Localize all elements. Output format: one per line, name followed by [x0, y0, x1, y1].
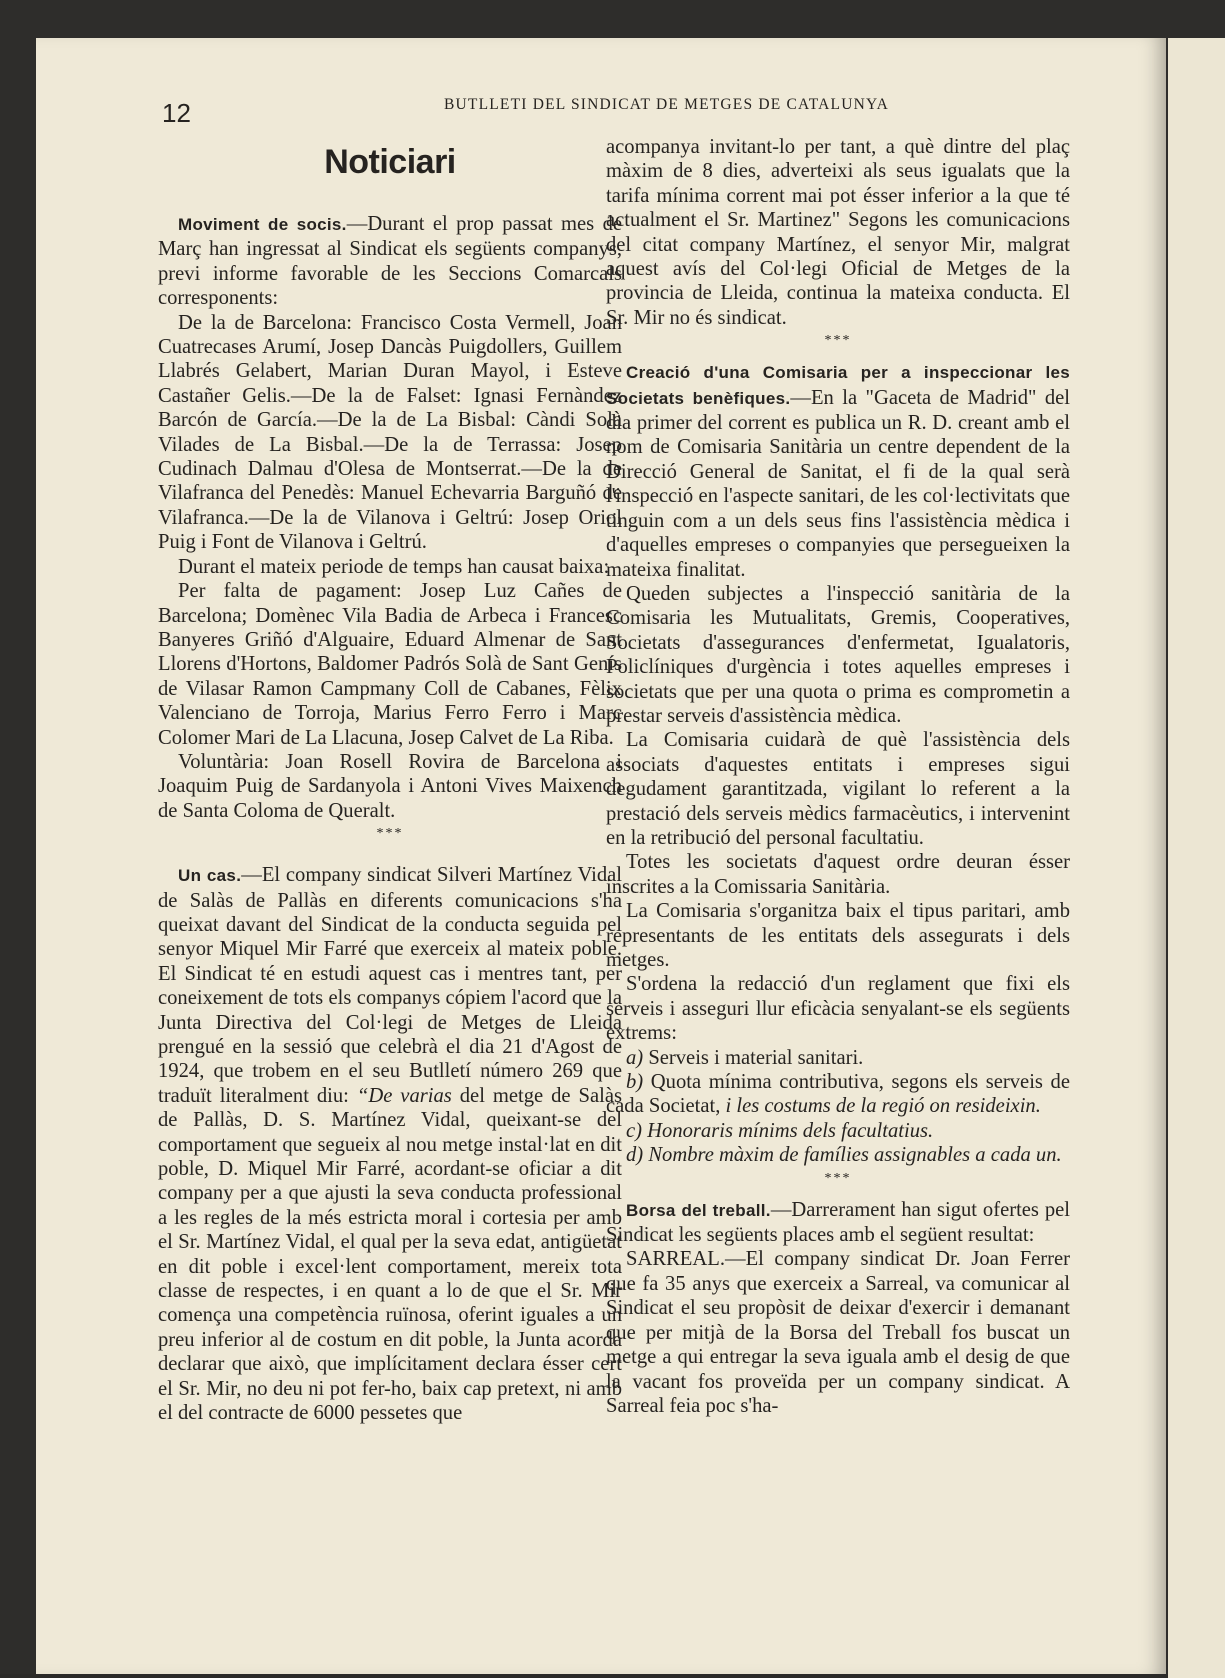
- facing-page-edge: [1168, 38, 1225, 1678]
- paragraph-moviment-socis: Moviment de socis.—Durant el prop passat mes de Març han ingressat al Sindicat els següents companys, previ informe favorable de les Seccions Comarcals corresponents:: [158, 213, 623, 310]
- list-item: a) Serveis i material sanitari.: [626, 1046, 864, 1069]
- paragraph: Totes les societats d'aquest ordre deuran ésser inscrites a la Comissaria Sanitària.: [606, 851, 1070, 898]
- runin-title: Un cas.: [178, 866, 242, 886]
- paragraph: La Comisaria cuidarà de què l'assistència dels associats d'aquestes entitats i empreses sigui degudament garantitzada, vigilant lo referent a la prestació dels serveis mèdics farmacèutics, i intervenint en la retribució del personal facultatiu.: [606, 729, 1070, 849]
- separator: ***: [824, 333, 852, 349]
- separator: ***: [376, 826, 404, 842]
- paragraph: Durant el mateix periode de temps han causat baixa:: [178, 555, 610, 578]
- runin-title: Creació d'una Comisaria per a inspeccionar les Societats benèfiques.: [606, 363, 1070, 408]
- right-column: [606, 135, 1070, 1418]
- paragraph: acompanya invitant-lo per tant, a què dintre del plaç màxim de 8 dies, adverteixi als seus igualats que la tarifa mínima corrent mai pot ésser inferior a la que té actualment el Sr. Martinez" Segons les comunicacions del citat company Martínez, el senyor Mir, malgrat aquest avís del Col·legi Oficial de Metges de la provincia de Lleida, continua la mateixa conducta. El Sr. Mir no és sindicat.: [606, 136, 1070, 329]
- paragraph: Voluntària: Joan Rosell Rovira de Barcelona i Joaquim Puig de Sardanyola i Antoni Vives Maixench de Santa Coloma de Queralt.: [158, 750, 622, 822]
- paragraph-comisaria: Creació d'una Comisaria per a inspeccionar les Societats benèfiques.—En la "Gaceta de Madrid" del dia primer del corrent es publica un R. D. creant amb el nom de Comisaria Sanitària un centre dependent de la Direcció General de Sanitat, el fi de la qual serà l'inspecció en l'aspecte sanitari, de les col·lectivitats que tinguin com a un dels seus fins l'assistència mèdica i d'aquelles empreses o companyies que persegueixen la mateixa finalitat.: [606, 363, 1071, 581]
- paragraph: La Comisaria s'organitza baix el tipus paritari, amb representants de les entitats dels assegurats i dels metges.: [606, 900, 1070, 971]
- paragraph: SARREAL.—El company sindicat Dr. Joan Ferrer que fa 35 anys que exerceix a Sarreal, va comunicar al Sindicat el seu propòsit de deixar d'exercir i demanant que per mitjà de la Borsa del Treball fos buscat un metge a qui entregar la seva iguala amb el desig de que la vacant fos proveïda per un company sindicat. A Sarreal feia poc s'ha-: [606, 1248, 1070, 1417]
- section-heading: Noticiari: [324, 143, 456, 181]
- paragraph: S'ordena la redacció d'un reglament que fixi els serveis i asseguri llur eficàcia senyalant-se els següents extrems:: [606, 973, 1070, 1045]
- list-item: d) Nombre màxim de famílies assignables a cada un.: [626, 1144, 1062, 1167]
- separator: ***: [824, 1170, 852, 1186]
- paragraph-un-cas: Un cas.—El company sindicat Silveri Martínez Vidal de Salàs de Pallàs en diferents comunicacions s'ha queixat davant del Sindicat de la conducta seguida pel senyor Miquel Mir Farré que exerceix al mateix poble. El Sindicat té en estudi aquest cas i mentres tant, per coneixement de tots els companys cópiem l'acord que la Junta Directiva del Col·legi de Metges de Lleida prengué en la sessió que celebrà el dia 21 d'Agost de 1924, que trobem en el seu Butlletí número 269 que traduït literalment diu: “De varias del metge de Salàs de Pallàs, D. S. Martínez Vidal, queixant-se del comportament que segueix al nou metge instal·lat en dit poble, D. Miquel Mir Farré, acordant-se oficiar a dit company per a que ajusti la seva conducta professional a les regles de la més estricta moral i cortesia per amb el Sr. Martínez Vidal, el qual per la seva edat, antigüetat en dit poble i excel·lent comportament, mereix tota classe de respectes, i en quant a lo de que el Sr. Mir comença una competència ruïnosa, oferint iguales a un preu inferior al de costum en dit poble, la Junta acorda declarar que això, que implícitament declara ésser cert el Sr. Mir, no deu ni pot fer-ho, baix cap pretext, ni amb el del contracte de 6000 pessetes que: [158, 864, 623, 1425]
- left-column: [158, 142, 622, 1426]
- runin-title: Moviment de socis.: [178, 215, 347, 234]
- page-number: 12: [162, 98, 191, 128]
- journal-page: [36, 38, 1166, 1674]
- paragraph: Per falta de pagament: Josep Luz Cañes de Barcelona; Domènec Vila Badia de Arbeca i Francesc Banyeres Griñó d'Alguaire, Eduard Almenar de Sant Llorens d'Hortons, Baldomer Padrós Solà de Sant Genís de Vilasar Ramon Campmany Coll de Cabanes, Fèlix Valenciano de Torroja, Marius Ferro Ferro i Marc Colomer Mari de La Llacuna, Josep Calvet de La Riba.: [158, 580, 622, 749]
- runin-title: Borsa del treball.: [626, 1200, 771, 1220]
- paragraph-borsa-treball: Borsa del treball.—Darrerament han sigut ofertes pel Sindicat les següents places amb el següent resultat:: [606, 1198, 1070, 1247]
- list-item: c) Honoraris mínims dels facultatius.: [626, 1119, 934, 1142]
- paragraph: De la de Barcelona: Francisco Costa Vermell, Joan Cuatrecases Arumí, Josep Dancàs Puigdollers, Guillem Llabrés Gelabert, Marian Duran Mayol, i Esteve Castañer Gelis.—De la de Falset: Ignasi Fernàndez Barcón de García.—De la de La Bisbal: Càndi Solà Vilades de La Bisbal.—De la de Terrassa: Josep Cudinach Dalmau d'Olesa de Montserrat.—De la de Vilafranca del Penedès: Manuel Echevarria Barguñó de Vilafranca.—De la de Vilanova i Geltrú: Josep Oriol Puig i Font de Vilanova i Geltrú.: [158, 311, 622, 554]
- running-head: BUTLLETI DEL SINDICAT DE METGES DE CATALUNYA: [444, 96, 890, 113]
- italic-quote: “De varias: [356, 1084, 452, 1107]
- list-item: b) Quota mínima contributiva, segons els serveis de cada Societat, i les costums de la regió on resideixin.: [606, 1071, 1070, 1118]
- paragraph: Queden subjectes a l'inspecció sanitària de la Comisaria les Mutualitats, Gremis, Cooperatives, Societats d'assegurances d'enfermetat, Igualatoris, Policlíniques d'urgència i totes aquelles empreses i societats que per una quota o prima es comprometin a prestar serveis d'assistència mèdica.: [606, 582, 1070, 727]
